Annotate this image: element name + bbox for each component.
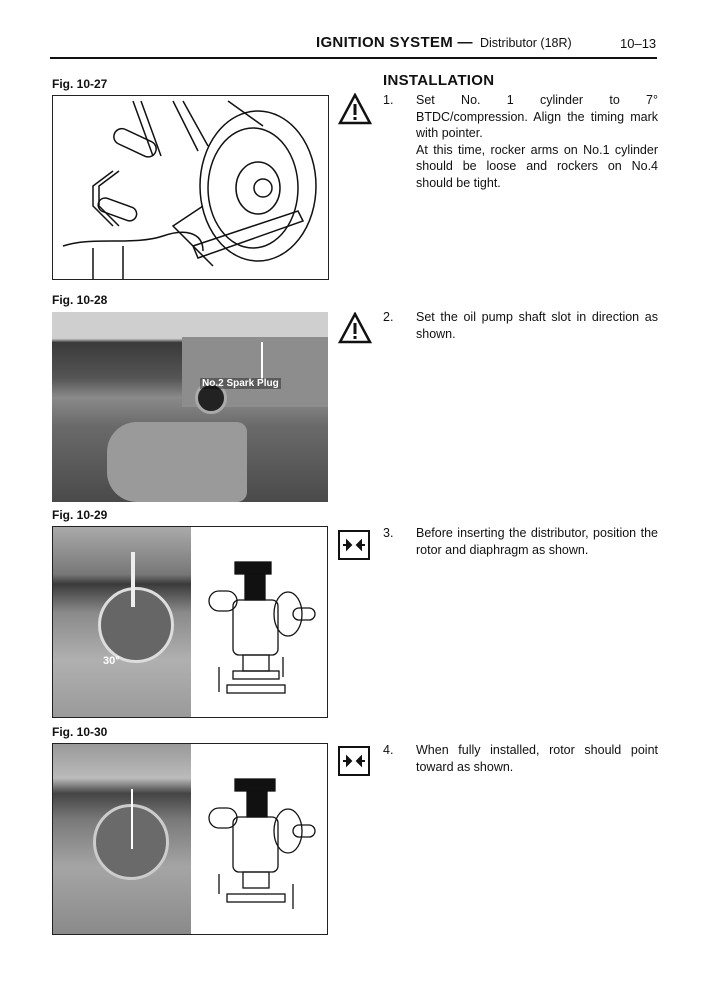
distributor-diagram: [193, 744, 327, 934]
figure-10-30: [52, 743, 328, 935]
step-text: When fully installed, rotor should point toward as shown.: [416, 743, 658, 774]
chapter-title: IGNITION SYSTEM —: [316, 34, 473, 51]
section-subtitle: Distributor (18R): [480, 36, 572, 50]
step-number: 2.: [383, 310, 394, 324]
angle-callout: 30°: [103, 655, 120, 667]
distributor-diagram: [193, 527, 327, 717]
alignment-arrows-icon: [338, 746, 370, 776]
spark-plug-callout: No.2 Spark Plug: [202, 378, 279, 389]
step-text: Set the oil pump shaft slot in direction as shown.: [416, 310, 658, 341]
step-4: [383, 742, 658, 782]
rotor-pointer: [131, 789, 133, 849]
step-number: 4.: [383, 743, 394, 757]
figure-10-30-photo: [53, 744, 191, 934]
figure-label-10-28: Fig. 10-28: [52, 293, 108, 307]
step-note: At this time, rocker arms on No.1 cylinder should be loose and rockers on No.4 should be tight.: [416, 142, 658, 190]
step-text: Before inserting the distributor, position the rotor and diaphragm as shown.: [416, 526, 658, 557]
distributor-cap-ring: [98, 587, 174, 663]
header-divider: [50, 57, 657, 59]
step-3: [383, 525, 658, 565]
step-text: Set No. 1 cylinder to 7° BTDC/compression. Align the timing mark with pointer.: [416, 93, 658, 140]
figure-10-27-illustration: [52, 95, 329, 280]
step-number: 1.: [383, 93, 394, 107]
step-number: 3.: [383, 526, 394, 540]
warning-triangle-icon: [338, 93, 372, 125]
section-title: INSTALLATION: [383, 72, 495, 89]
figure-label-10-27: Fig. 10-27: [52, 77, 108, 91]
oil-filter-shape: [107, 422, 247, 502]
figure-label-10-30: Fig. 10-30: [52, 725, 108, 739]
page-number: 10–13: [620, 36, 657, 51]
step-1: [383, 92, 658, 192]
step-2: [383, 309, 658, 349]
callout-line: [261, 342, 263, 380]
warning-triangle-icon: [338, 312, 372, 344]
figure-10-29: [52, 526, 328, 718]
crank-pulley-drawing: [53, 96, 329, 280]
figure-10-29-photo: [53, 527, 191, 717]
rotor-pointer: [131, 552, 135, 607]
figure-10-28-photo: [52, 312, 328, 502]
page-header: [0, 0, 709, 60]
figure-label-10-29: Fig. 10-29: [52, 508, 108, 522]
alignment-arrows-icon: [338, 530, 370, 560]
